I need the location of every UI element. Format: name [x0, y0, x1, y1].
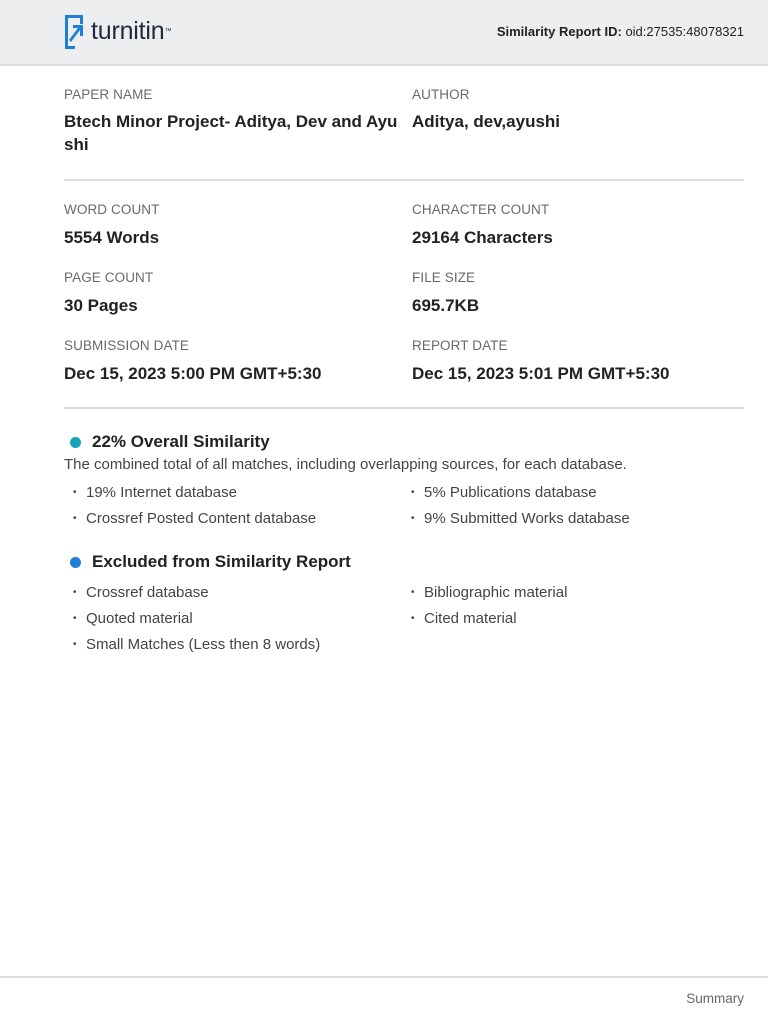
- similarity-item-publications: 5% Publications database: [424, 484, 597, 501]
- word-count-value: 5554 Words: [64, 228, 160, 247]
- bullet-icon: •: [411, 613, 415, 624]
- brand-name: turnitin: [91, 16, 165, 45]
- bullet-icon: •: [73, 639, 77, 650]
- excluded-list-item: [402, 584, 567, 601]
- overall-similarity-heading: [70, 432, 270, 452]
- bullet-icon: •: [411, 487, 415, 498]
- report-date-label: REPORT DATE: [412, 338, 508, 353]
- footer-divider: [0, 976, 768, 978]
- word-count-field: [64, 202, 160, 249]
- submission-date-field: [64, 338, 322, 385]
- bullet-icon: •: [73, 513, 77, 524]
- report-id: [497, 24, 744, 39]
- file-size-value: 695.7KB: [412, 296, 480, 315]
- author-label: AUTHOR: [412, 87, 470, 102]
- submission-date-value: Dec 15, 2023 5:00 PM GMT+5:30: [64, 364, 322, 383]
- page-count-label: PAGE COUNT: [64, 270, 154, 285]
- similarity-item-submitted-works: 9% Submitted Works database: [424, 510, 630, 527]
- bullet-icon: •: [411, 513, 415, 524]
- report-id-label: Similarity Report ID:: [496, 24, 622, 39]
- excluded-item-quoted: Quoted material: [86, 610, 193, 627]
- file-size-label: FILE SIZE: [412, 270, 476, 285]
- similarity-description: The combined total of all matches, including overlapping sources, for each database.: [64, 456, 627, 473]
- similarity-item-crossref-posted: Crossref Posted Content database: [86, 510, 317, 527]
- excluded-item-bibliographic: Bibliographic material: [424, 584, 568, 601]
- excluded-list-item: [64, 610, 193, 627]
- paper-name-value: Btech Minor Project- Aditya, Dev and Ayu shi: [64, 112, 398, 154]
- divider: [64, 179, 744, 181]
- excluded-dot-icon: [70, 557, 81, 568]
- footer-summary-label: Summary: [686, 991, 744, 1006]
- excluded-heading: [70, 552, 351, 572]
- excluded-title: Excluded from Similarity Report: [92, 552, 351, 571]
- word-count-label: WORD COUNT: [64, 202, 160, 217]
- similarity-list-item: [402, 510, 630, 527]
- excluded-item-cited: Cited material: [424, 610, 517, 627]
- bullet-icon: •: [411, 587, 415, 598]
- similarity-dot-icon: [70, 437, 81, 448]
- character-count-value: 29164 Characters: [412, 228, 553, 247]
- excluded-item-small-matches: Small Matches (Less then 8 words): [86, 636, 321, 653]
- report-id-value: oid:27535:48078321: [625, 24, 744, 39]
- report-date-field: [412, 338, 670, 385]
- bullet-icon: •: [73, 613, 77, 624]
- turnitin-logo: [63, 13, 171, 49]
- author-value: Aditya, dev,ayushi: [412, 112, 561, 131]
- file-size-field: [412, 270, 479, 317]
- author-field: [412, 87, 742, 133]
- bullet-icon: •: [73, 587, 77, 598]
- report-header: [0, 0, 768, 66]
- excluded-item-crossref: Crossref database: [86, 584, 209, 601]
- excluded-list-item: [64, 584, 209, 601]
- overall-similarity-title: 22% Overall Similarity: [92, 432, 270, 451]
- similarity-item-internet: 19% Internet database: [86, 484, 237, 501]
- paper-name-field: [64, 87, 404, 156]
- character-count-label: CHARACTER COUNT: [412, 202, 550, 217]
- excluded-list-item: [402, 610, 517, 627]
- trademark-mark: ™: [164, 27, 172, 35]
- submission-date-label: SUBMISSION DATE: [64, 338, 190, 353]
- similarity-list-item: [402, 484, 597, 501]
- page-count-value: 30 Pages: [64, 296, 138, 315]
- similarity-list-item: [64, 510, 316, 527]
- similarity-list-item: [64, 484, 237, 501]
- page-count-field: [64, 270, 153, 317]
- turnitin-logo-icon: [63, 13, 85, 49]
- divider: [64, 407, 744, 409]
- excluded-list-item: [64, 636, 320, 653]
- report-date-value: Dec 15, 2023 5:01 PM GMT+5:30: [412, 364, 670, 383]
- character-count-field: [412, 202, 553, 249]
- bullet-icon: •: [73, 487, 77, 498]
- paper-name-label: PAPER NAME: [64, 87, 153, 102]
